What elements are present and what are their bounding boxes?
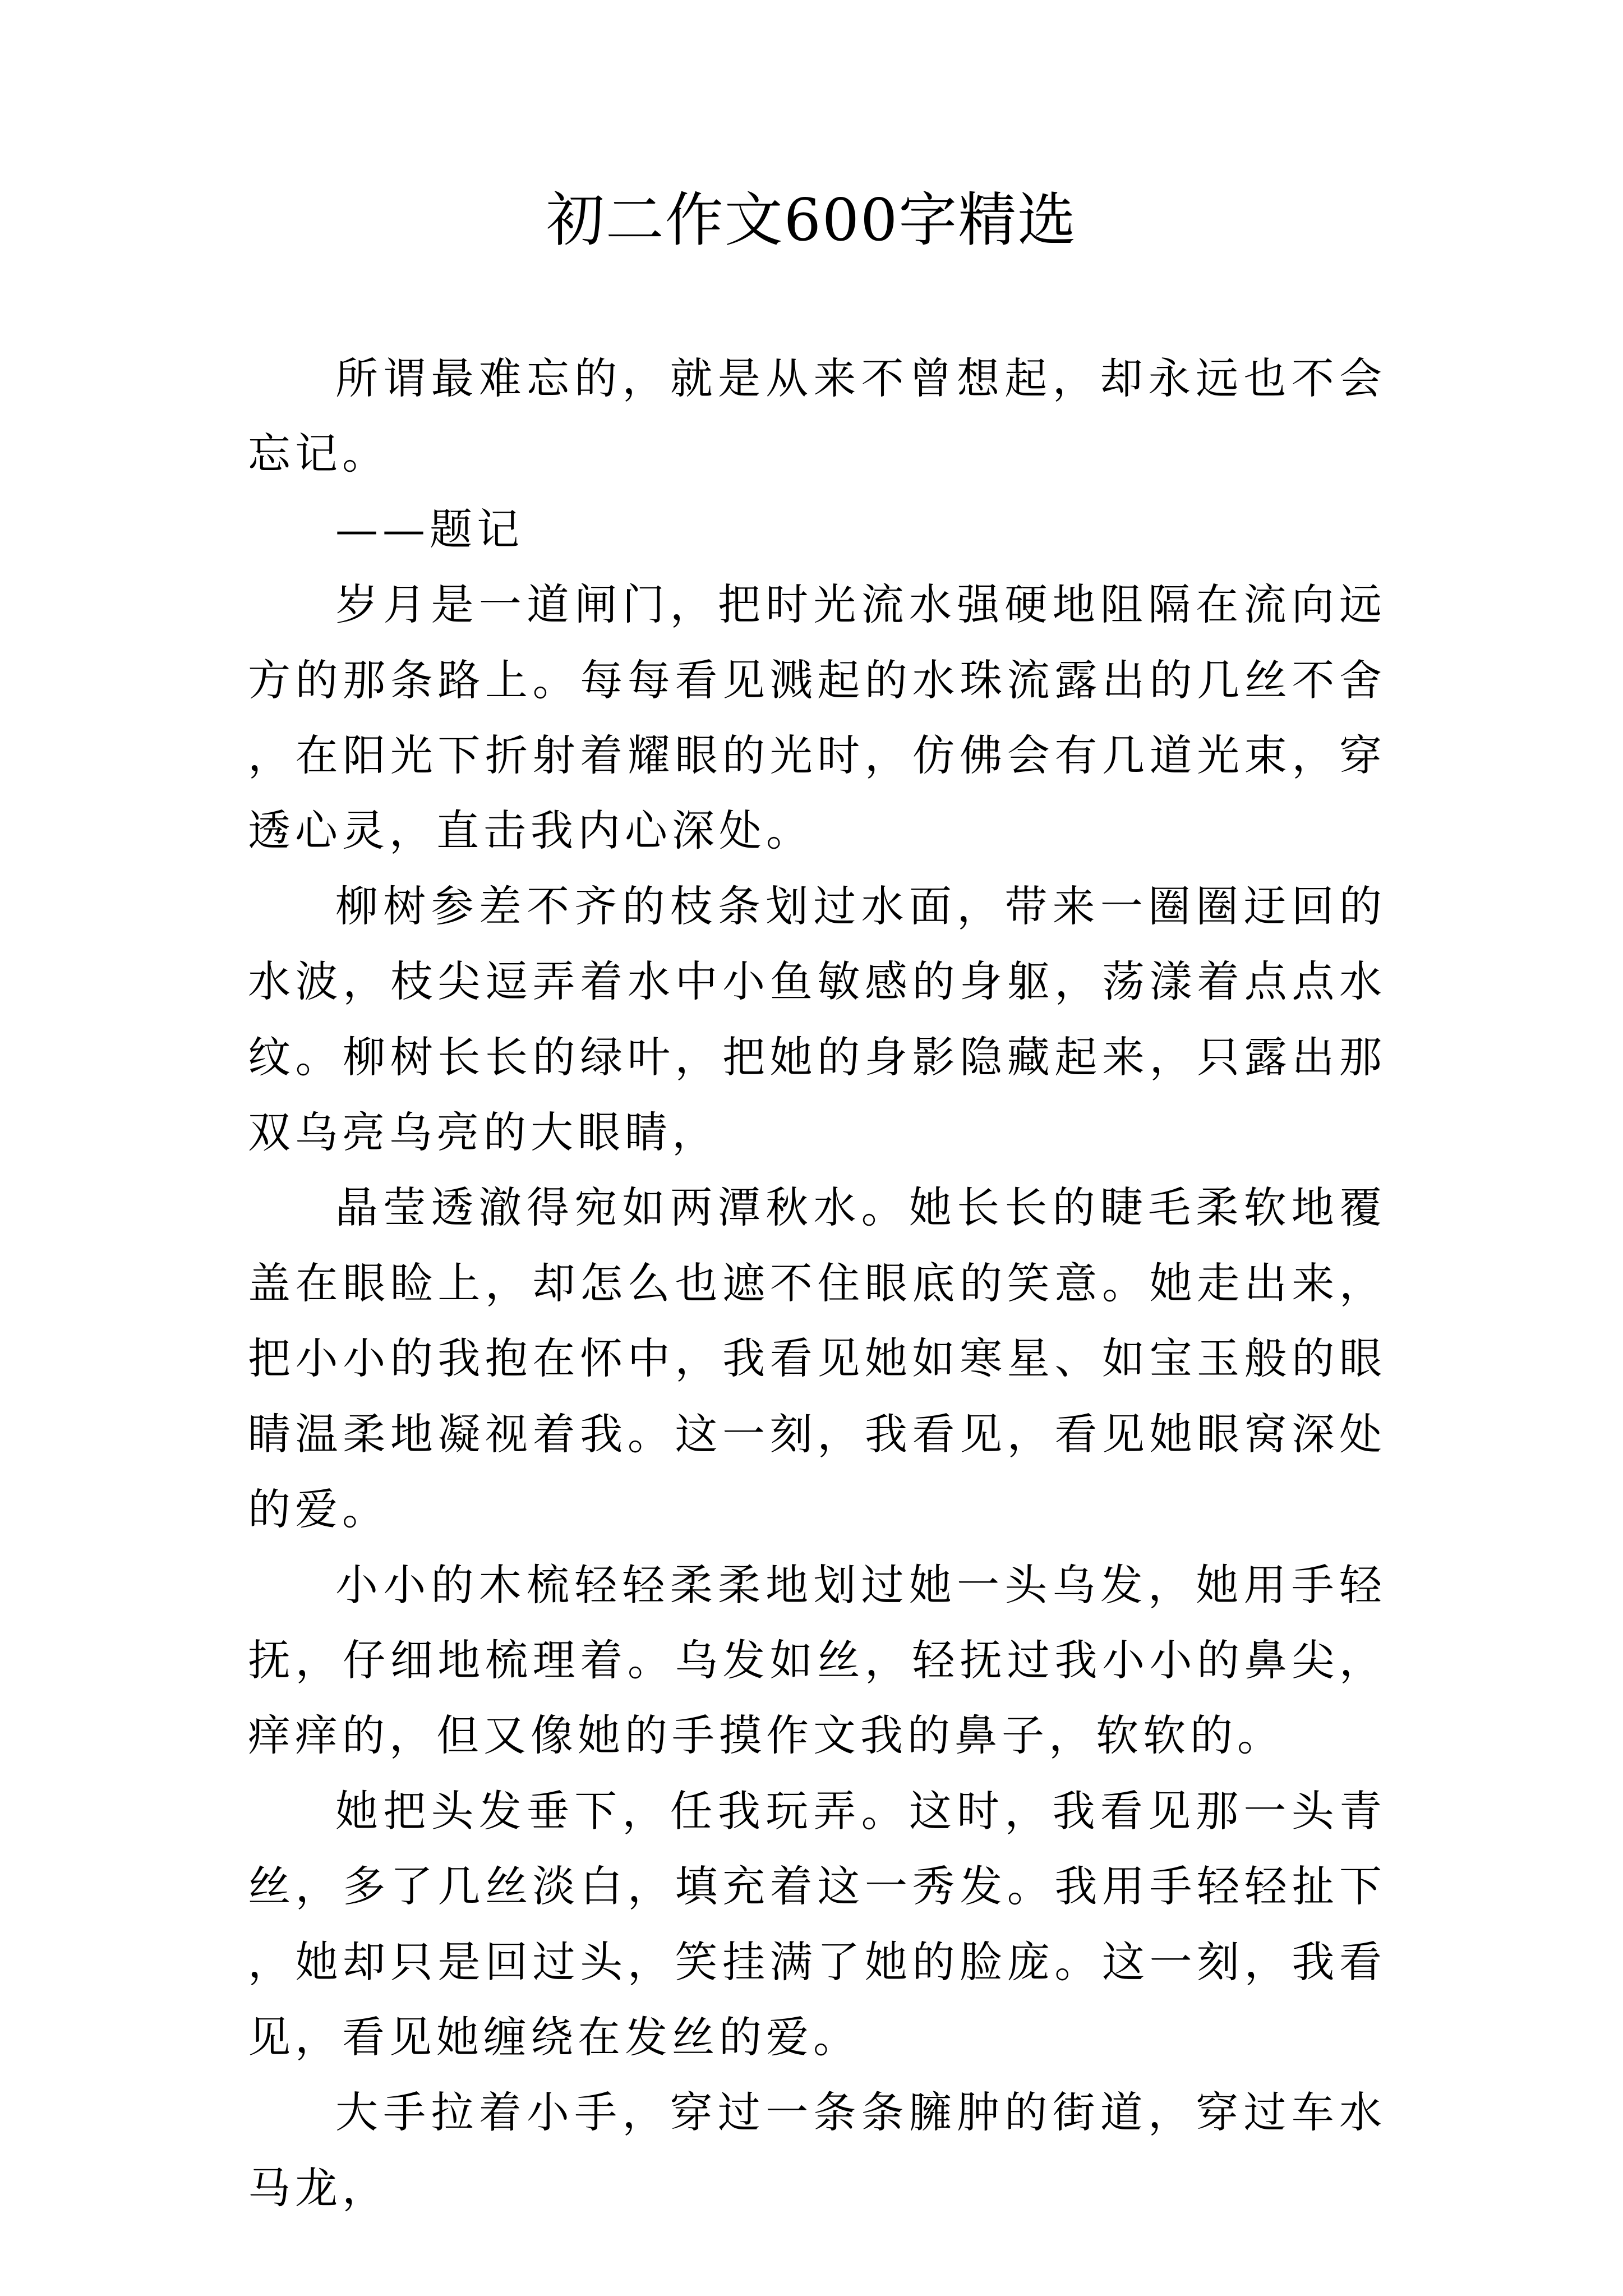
paragraph: 她把头发垂下，任我玩弄。这时，我看见那一头青丝，多了几丝淡白，填充着这一秀发。我用手轻轻扯下，她却只是回过头，笑挂满了她的脸庞。这一刻，我看见，看见她缠绕在发丝的爱。	[248, 1786, 1386, 2062]
essay-body	[248, 341, 1386, 2226]
paragraph-epigraph: 所谓最难忘的，就是从来不曾想起，却永远也不会忘记。	[248, 353, 1386, 479]
page-title: 初二作文600字精选	[546, 186, 1077, 254]
paragraph: 小小的木梳轻轻柔柔地划过她一头乌发，她用手轻抚，仔细地梳理着。乌发如丝，轻抚过我小小的鼻尖，痒痒的，但又像她的手摸作文我的鼻子，软软的。	[248, 1559, 1386, 1761]
paragraph: 大手拉着小手，穿过一条条臃肿的街道，穿过车水马龙，	[248, 2087, 1386, 2213]
paragraph-epigraph-attribution: ——题记	[335, 504, 524, 554]
paragraph: 岁月是一道闸门，把时光流水强硬地阻隔在流向远方的那条路上。每每看见溅起的水珠流露出的几丝不舍，在阳光下折射着耀眼的光时，仿佛会有几道光束，穿透心灵，直击我内心深处。	[248, 579, 1386, 856]
paragraph: 晶莹透澈得宛如两潭秋水。她长长的睫毛柔软地覆盖在眼睑上，却怎么也遮不住眼底的笑意。她走出来，把小小的我抱在怀中，我看见她如寒星、如宝玉般的眼睛温柔地凝视着我。这一刻，我看见，看见她眼窝深处的爱。	[248, 1182, 1386, 1535]
paragraph: 柳树参差不齐的枝条划过水面，带来一圈圈迂回的水波，枝尖逗弄着水中小鱼敏感的身躯，荡漾着点点水纹。柳树长长的绿叶，把她的身影隐藏起来，只露出那双乌亮乌亮的大眼睛，	[248, 881, 1386, 1158]
